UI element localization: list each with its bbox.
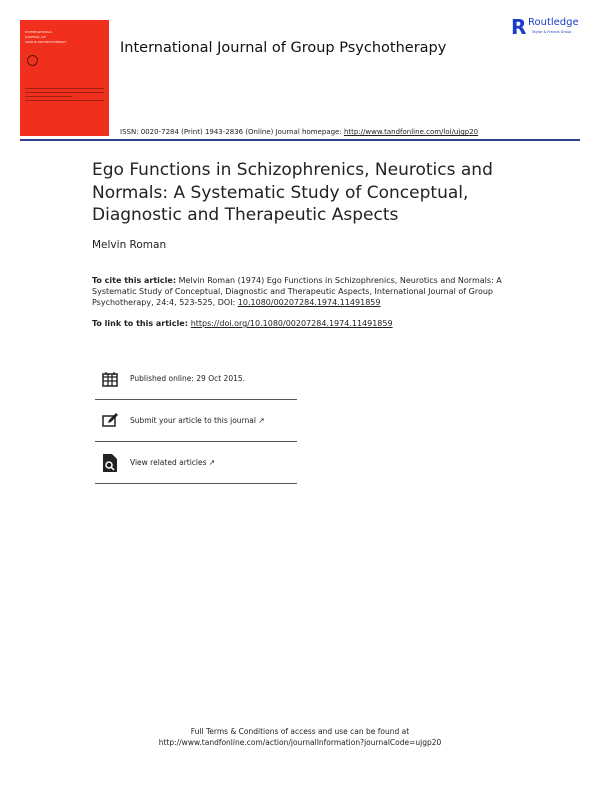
related-articles-row[interactable] (95, 442, 297, 484)
footer (0, 726, 600, 748)
logo-tagline: Taylor & Francis Group (532, 30, 572, 34)
link-label: To link to this article: (92, 319, 191, 328)
calendar-icon (100, 371, 120, 387)
header-divider (20, 139, 580, 141)
citation-block (92, 275, 502, 308)
routledge-r-icon: R (511, 15, 527, 39)
published-online-row (95, 358, 297, 400)
cover-text: INTERNATIONAL (25, 30, 53, 34)
doi-link[interactable]: 10.1080/00207284.1974.11491859 (237, 298, 381, 307)
published-date: Published online: 29 Oct 2015. (130, 374, 246, 383)
article-title: Ego Functions in Schizophrenics, Neurotics and Normals: A Systematic Study of Conceptual, Diagnostic and Therapeutic Aspects (92, 160, 493, 225)
external-link-icon: ↗ (208, 458, 216, 467)
related-articles-link[interactable]: View related articles (130, 458, 207, 467)
submit-article-link[interactable]: Submit your article to this journal (130, 416, 256, 425)
article-author: Melvin Roman (92, 239, 167, 251)
cite-text: Melvin Roman (1974) Ego Functions in Schizophrenics, Neurotics and Normals: A Systematic Study of Conceptual, Diagnostic and Therapeutic Aspects, International Journal of Group Psychotherapy, 24:4, 523-525, DOI: (92, 276, 502, 307)
cover-text: GROUP PSYCHOTHERAPY (25, 40, 67, 44)
cover-seal-icon (27, 55, 38, 66)
cite-label: To cite this article: (92, 276, 177, 285)
footer-terms-text: Full Terms & Conditions of access and use can be found at (190, 727, 410, 736)
issn-line (120, 128, 478, 136)
footer-terms-url[interactable]: http://www.tandfonline.com/action/journalInformation?journalCode=ujgp20 (158, 738, 442, 747)
article-link-line (92, 319, 393, 328)
submit-article-row[interactable] (95, 400, 297, 442)
issn-text: ISSN: 0020-7284 (Print) 1943-2836 (Online) Journal homepage: (120, 128, 344, 136)
cover-text: JOURNAL OF (25, 35, 46, 39)
journal-cover-image (20, 20, 109, 136)
logo-name: Routledge (528, 17, 579, 28)
journal-homepage-link[interactable]: http://www.tandfonline.com/loi/ujgp20 (343, 128, 479, 136)
external-link-icon: ↗ (258, 416, 265, 425)
article-url-link[interactable]: https://doi.org/10.1080/00207284.1974.11491859 (190, 319, 393, 328)
journal-title: International Journal of Group Psychotherapy (120, 40, 447, 56)
edit-icon (100, 413, 120, 428)
document-search-icon (100, 454, 120, 472)
